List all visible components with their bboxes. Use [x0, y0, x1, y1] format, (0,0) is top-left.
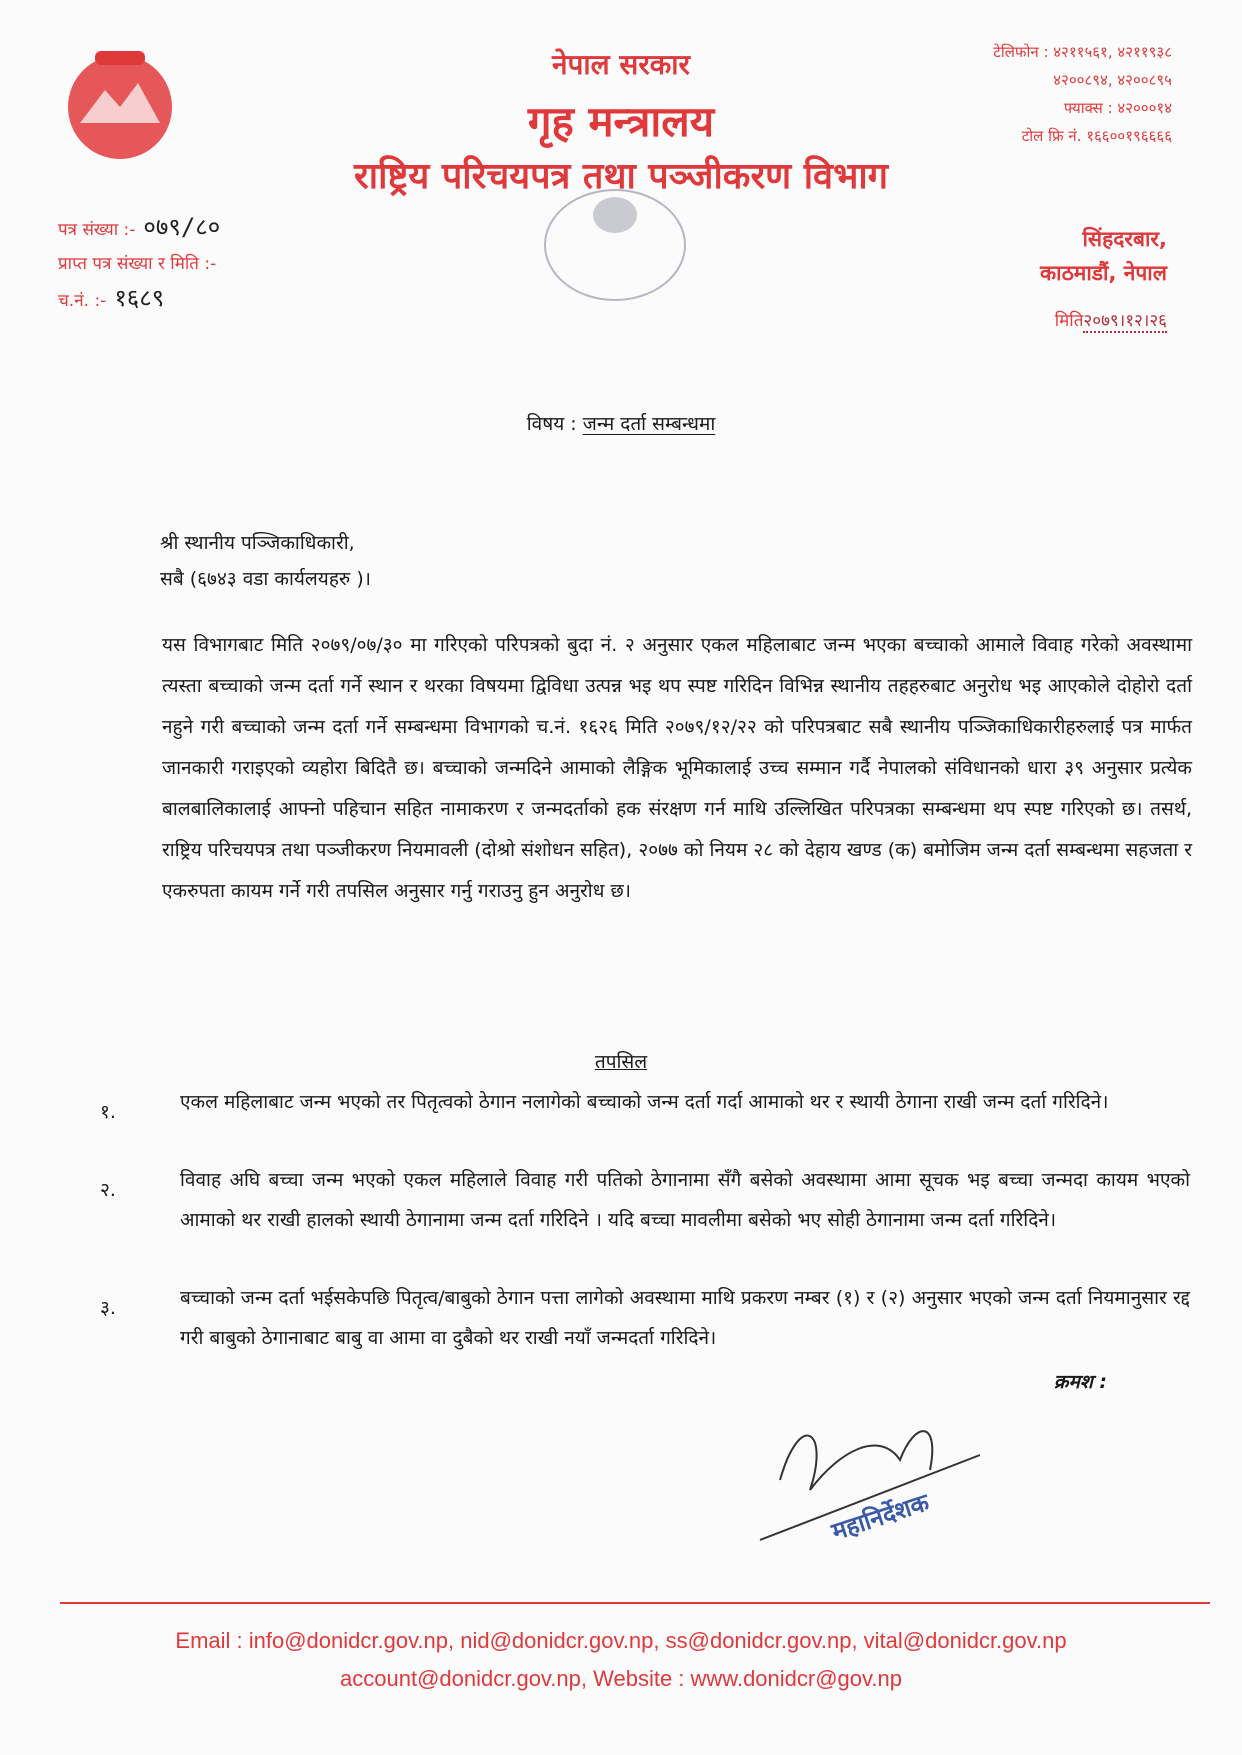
dispatch-label: च.नं. :- — [58, 291, 107, 311]
toll-free-line: टोल फ्रि नं. १६६००१९६६६६ — [1021, 127, 1172, 145]
address-line: काठमाडौं, नेपाल — [1040, 261, 1167, 285]
address-line: सिंहदरबार, — [1082, 227, 1167, 251]
addressee-line: सबै (६७४३ वडा कार्यलयहरु )। — [160, 568, 371, 590]
footer-emails: Email : info@donidcr.gov.np, nid@donidcr.gov.np, ss@donidcr.gov.np, vital@donidcr.gov.np — [175, 1628, 1067, 1653]
office-stamp-icon — [540, 185, 690, 305]
subject-line — [0, 410, 1242, 436]
item-number: ३. — [100, 1297, 116, 1319]
phone-line: ४२००८९४, ४२००८९५ — [1053, 71, 1172, 89]
received-label: प्राप्त पत्र संख्या र मिति :- — [58, 254, 217, 274]
addressee — [160, 525, 371, 597]
ministry-name: गृह मन्त्रालय — [527, 97, 715, 146]
footer-divider — [60, 1602, 1210, 1604]
item-number: १. — [100, 1101, 116, 1123]
list-item — [100, 1160, 1190, 1240]
addressee-line: श्री स्थानीय पञ्जिकाधिकारी, — [160, 532, 355, 554]
body-paragraph: यस विभागबाट मिति २०७९/०७/३० मा गरिएको परिपत्रको बुदा नं. २ अनुसार एकल महिलाबाट जन्म भएका बच्चाको आमाले विवाह गरेको अवस्थामा त्यस्ता बच्चाको जन्म दर्ता गर्ने स्थान र थरका विषयमा द्विविधा उत्पन्न भइ थप स्पष्ट गरिदिन विभिन्न स्थानीय तहहरुबाट अनुरोध भइ आएकोले दोहोरो दर्ता नहुने गरी बच्चाको जन्म दर्ता गर्ने सम्बन्धमा विभागको च.नं. १६२६ मिति २०७९/१२/२२ को परिपत्रबाट सबै स्थानीय पञ्जिकाधिकारीहरुलाई पत्र मार्फत जानकारी गराइएको व्यहोरा बिदितै छ। बच्चाको जन्मदिने आमाको लैङ्गिक भूमिकालाई उच्च सम्मान गर्दै नेपालको संविधानको धारा ३९ अनुसार प्रत्येक बालबालिकालाई आफ्नो पहिचान सहित नामाकरण र जन्मदर्ताको हक संरक्षण गर्न माथि उल्लिखित परिपत्रका सम्बन्धमा थप स्पष्ट गरिएको छ। तसर्थ, राष्ट्रिय परिचयपत्र तथा पञ्जीकरण नियमावली (दोश्रो संशोधन सहित), २०७७ को नियम २८ को देहाय खण्ड (क) बमोजिम जन्म दर्ता सम्बन्धमा सहजता र एकरुपता कायम गर्ने गरी तपसिल अनुसार गर्नु गराउनु हुन अनुरोध छ। — [162, 634, 1192, 902]
item-text: विवाह अघि बच्चा जन्म भएको एकल महिलाले विवाह गरी पतिको ठेगानामा सँगै बसेको अवस्थामा आमा सूचक भइ बच्चा जन्मदा कायम भएको आमाको थर राखी हालको स्थायी ठेगानामा जन्म दर्ता गरिदिने । यदि बच्चा मावलीमा बसेको भए सोही ठेगानामा जन्म दर्ता गरिदिने। — [180, 1169, 1190, 1231]
letter-no-label: पत्र संख्या :- — [58, 220, 136, 240]
date-label: मिति — [1054, 311, 1084, 331]
item-text: बच्चाको जन्म दर्ता भईसकेपछि पितृत्व/बाबुको ठेगान पत्ता लागेको अवस्थामा माथि प्रकरण नम्बर (१) र (२) अनुसार भएको जन्म दर्ता नियमानुसार रद्द गरी बाबुको ठेगानाबाट बाबु वा आमा वा दुबैको थर राखी नयाँ जन्मदर्ता गरिदिने। — [180, 1287, 1190, 1349]
subject-label: विषय : — [526, 413, 577, 435]
footer — [0, 1622, 1242, 1698]
details-heading: तपसिल — [594, 1051, 648, 1073]
item-number: २. — [100, 1179, 116, 1201]
subject-text: जन्म दर्ता सम्बन्धमा — [582, 413, 716, 435]
item-text: एकल महिलाबाट जन्म भएको तर पितृत्वको ठेगान नलागेको बच्चाको जन्म दर्ता गर्दा आमाको थर र स्थायी ठेगाना राखी जन्म दर्ता गरिदिने। — [180, 1091, 1109, 1113]
phone-line: टेलिफोन : ४२११५६१, ४२११९३८ — [993, 43, 1172, 61]
government-name: नेपाल सरकार — [551, 48, 691, 81]
reference-numbers — [58, 210, 220, 318]
date-value: २०७९।१२।२६ — [1083, 311, 1167, 331]
list-item — [100, 1082, 1190, 1122]
continued-mark: क्रमश : — [1053, 1371, 1107, 1393]
signature-icon — [740, 1390, 1000, 1570]
letter-date — [1055, 308, 1167, 331]
signature-block — [740, 1390, 1000, 1570]
signatory-title: महानिर्देशक — [828, 1488, 933, 1546]
office-address — [1040, 222, 1167, 290]
fax-line: फ्याक्स : ४२०००१४ — [1063, 99, 1172, 117]
department-name: राष्ट्रिय परिचयपत्र तथा पञ्जीकरण विभाग — [354, 156, 888, 197]
contact-info — [993, 38, 1172, 150]
list-item — [100, 1278, 1190, 1358]
dispatch-no: १६८९ — [114, 284, 165, 312]
letter-no: ०७९/८० — [143, 213, 221, 241]
footer-website: account@donidcr.gov.np, Website : www.donidcr@gov.np — [340, 1666, 902, 1691]
